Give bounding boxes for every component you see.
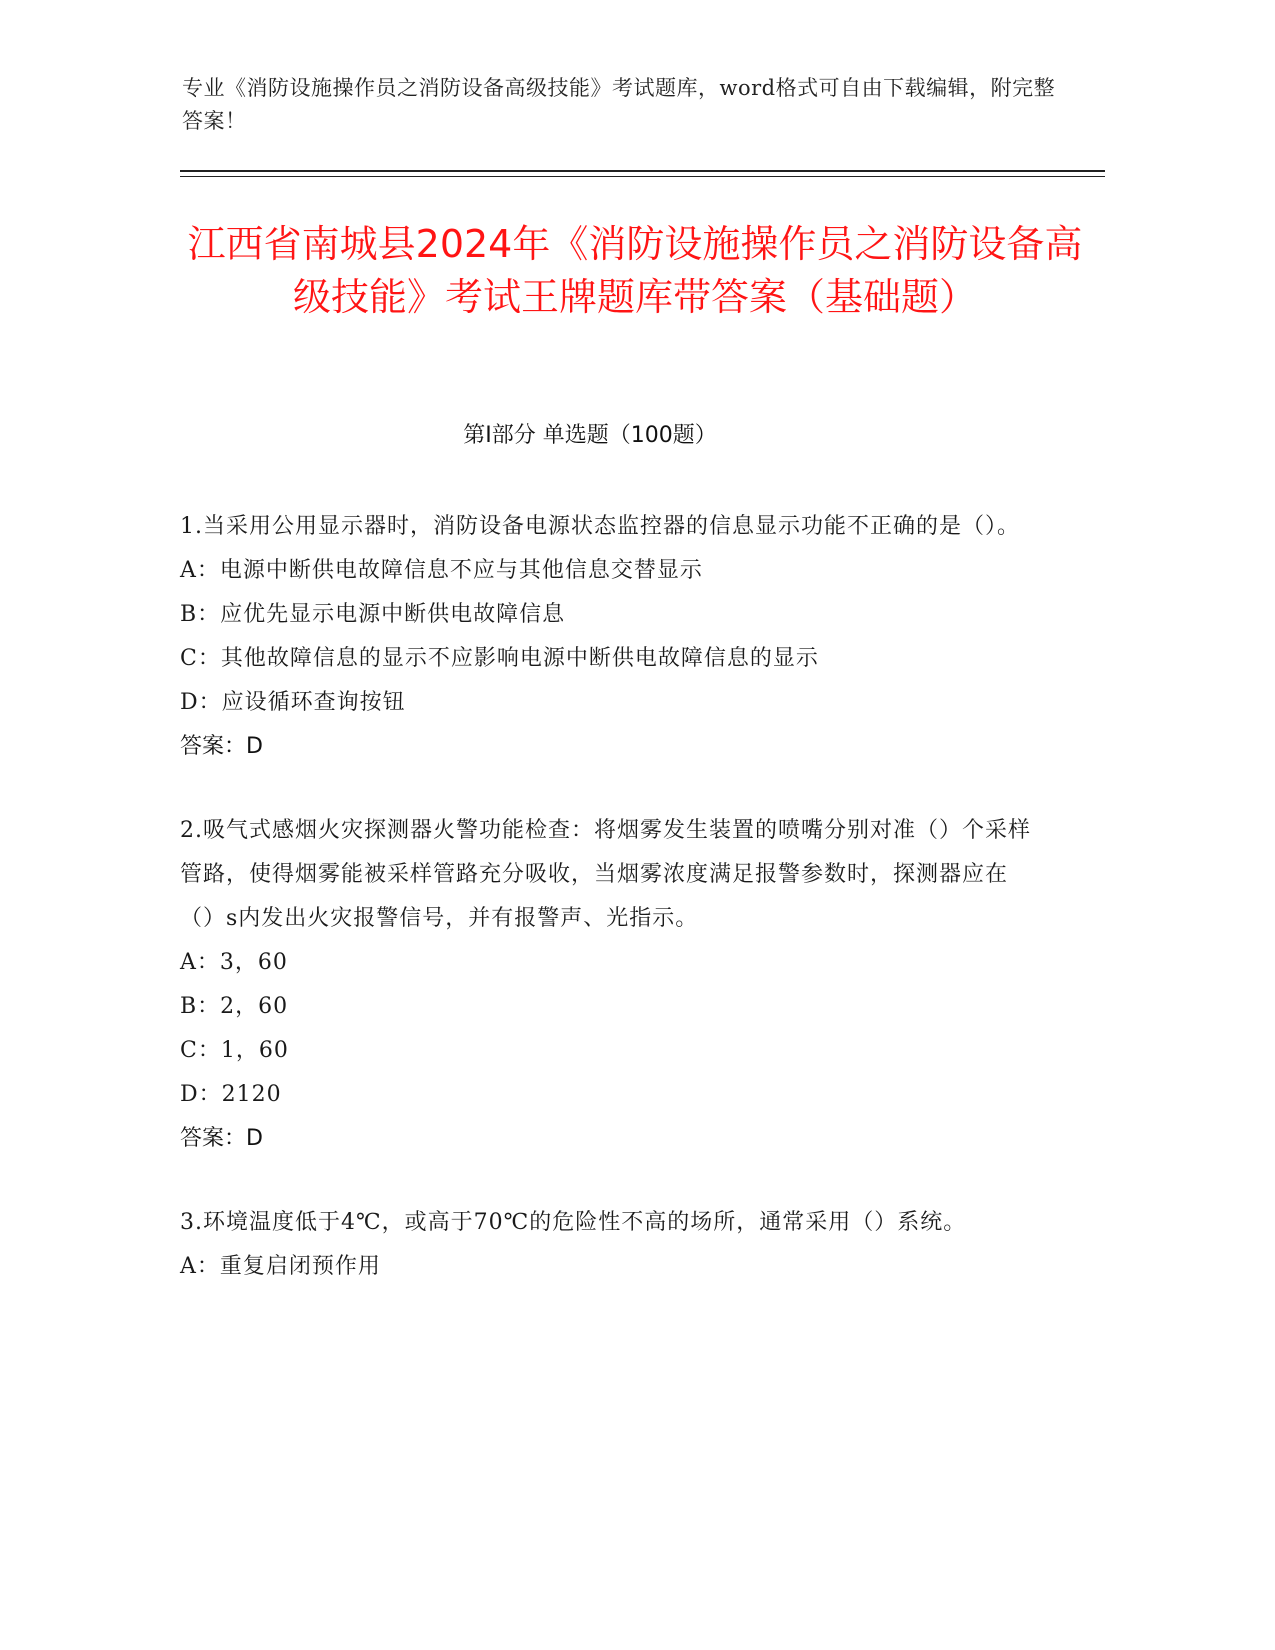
option-d: D：应设循环查询按钮	[180, 690, 406, 715]
option-a: A：电源中断供电故障信息不应与其他信息交替显示	[180, 558, 703, 583]
option-c: C：其他故障信息的显示不应影响电源中断供电故障信息的显示	[180, 646, 819, 671]
option-d: D：2120	[180, 1082, 282, 1107]
question-list	[180, 505, 1040, 1329]
header-note: 专业《消防设施操作员之消防设备高级技能》考试题库，word格式可自由下载编辑，附完整答案！	[182, 76, 1056, 133]
answer-line: 答案：D	[180, 734, 263, 759]
section-heading: 第Ⅰ部分 单选题（100题）	[463, 423, 717, 448]
question-1	[180, 505, 1040, 769]
header-divider-thin	[180, 176, 1105, 177]
answer-line: 答案：D	[180, 1126, 263, 1151]
question-3	[180, 1201, 1040, 1289]
question-text: 1.当采用公用显示器时，消防设备电源状态监控器的信息显示功能不正确的是（）。	[180, 514, 1020, 539]
document-title: 江西省南城县2024年《消防设施操作员之消防设备高级技能》考试王牌题库带答案（基础题）	[187, 222, 1083, 319]
option-c: C：1，60	[180, 1038, 289, 1063]
question-text: 2.吸气式感烟火灾探测器火警功能检查：将烟雾发生装置的喷嘴分别对准（）个采样管路，使得烟雾能被采样管路充分吸收，当烟雾浓度满足报警参数时，探测器应在（）s内发出火灾报警信号，并有报警声、光指示。	[180, 818, 1031, 931]
question-2	[180, 809, 1040, 1161]
option-b: B：2，60	[180, 994, 289, 1019]
option-b: B：应优先显示电源中断供电故障信息	[180, 602, 566, 627]
option-a: A：3，60	[180, 950, 288, 975]
header-divider-thick	[180, 170, 1105, 172]
option-a: A：重复启闭预作用	[180, 1254, 381, 1279]
question-text: 3.环境温度低于4℃，或高于70℃的危险性不高的场所，通常采用（）系统。	[180, 1210, 967, 1235]
